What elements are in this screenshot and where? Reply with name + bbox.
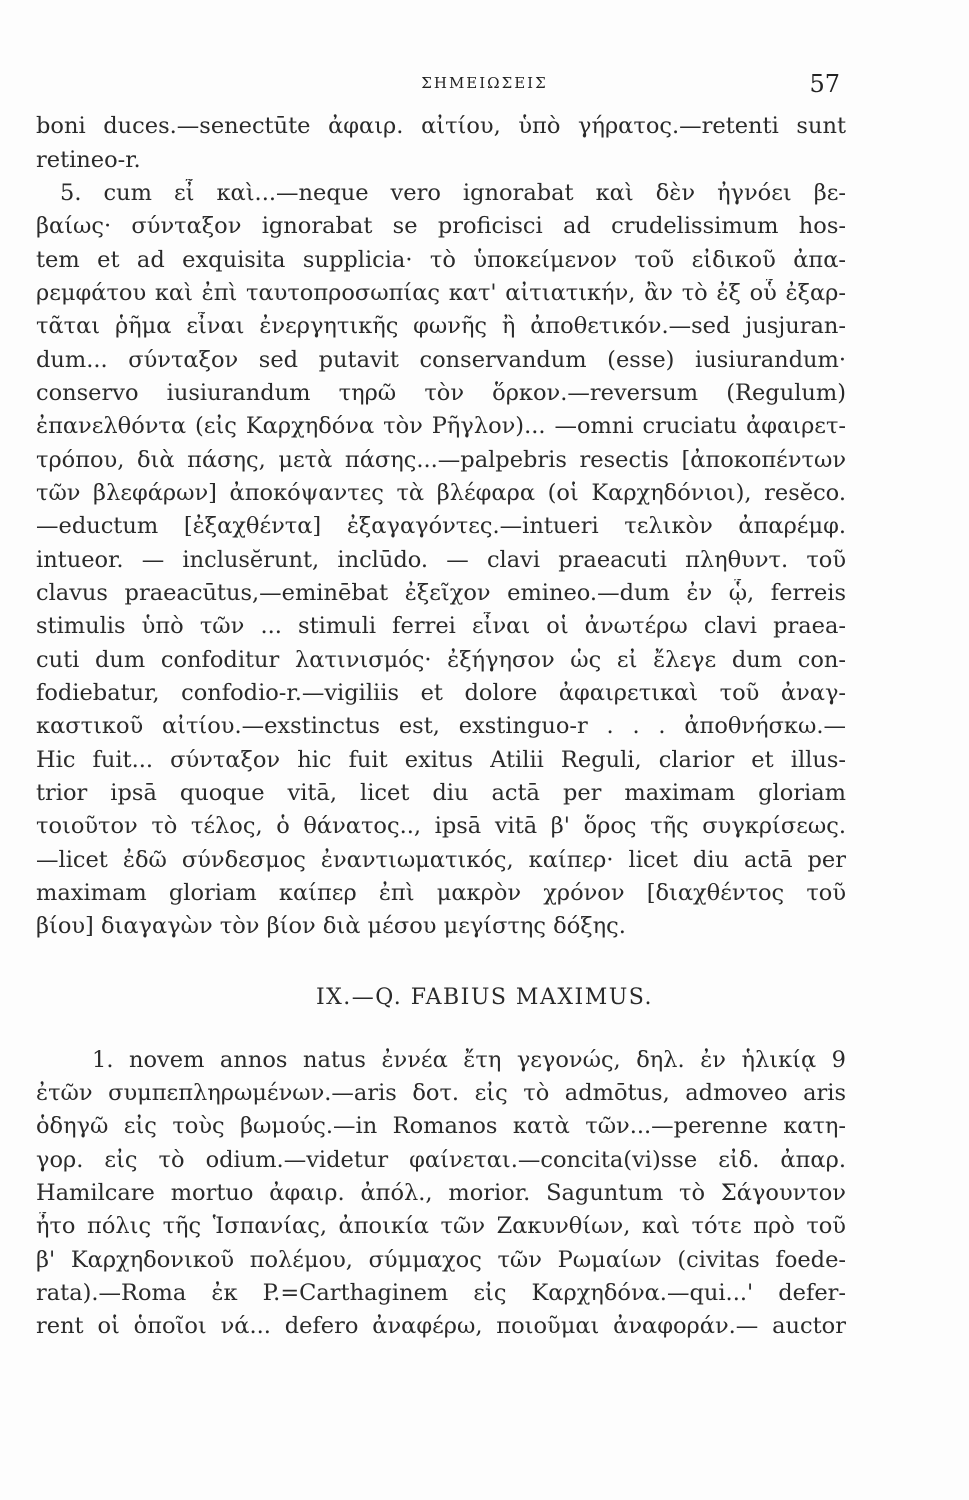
text-line: boni duces.—senectūte ἀφαιρ. αἰτίου, ὑπὸ γήρατος.—retenti sunt bbox=[36, 113, 846, 139]
text-line: rent οἱ ὁποῖοι νά... defero ἀναφέρω, ποιοῦμαι ἀναφοράν.— auctor bbox=[36, 1313, 846, 1339]
text-line: dum... σύνταξον sed putavit conservandum (esse) iusiurandum· bbox=[36, 347, 846, 373]
text-line: ὁδηγῶ εἰς τοὺς βωμούς.—in Romanos κατὰ τῶν...—perenne κατη- bbox=[36, 1113, 846, 1139]
text-line: γορ. εἰς τὸ odium.—videtur φαίνεται.—concita(vi)sse εἰδ. ἀπαρ. bbox=[36, 1147, 846, 1173]
text-line: βίου] διαγαγὼν τὸν βίον διὰ μέσου μεγίστης δόξης. bbox=[36, 913, 626, 939]
text-line: cuti dum confoditur λατινισμός· ἐξήγησον ὡς εἰ ἔλεγε dum con- bbox=[36, 647, 846, 673]
text-line: ἦτο πόλις τῆς Ἱσπανίας, ἀποικία τῶν Ζακυνθίων, καὶ τότε πρὸ τοῦ bbox=[36, 1213, 846, 1239]
text-line: β' Καρχηδονικοῦ πολέμου, σύμμαχος τῶν Ρωμαίων (civitas foede- bbox=[36, 1247, 846, 1273]
text-line: ρεμφάτου καὶ ἐπὶ ταυτοπροσωπίας κατ' αἰτιατικήν, ἂν τὸ ἐξ οὗ ἐξαρ- bbox=[36, 280, 846, 306]
text-line: —eductum [ἐξαχθέντα] ἐξαγαγόντες.—intueri τελικὸν ἀπαρέμφ. bbox=[36, 513, 846, 539]
text-line: βαίως· σύνταξον ignorabat se proficisci ad crudelissimum hos- bbox=[36, 213, 846, 239]
text-line: trior ipsā quoque vitā, licet diu actā per maximam gloriam bbox=[36, 780, 846, 806]
text-line: ἐπανελθόντα (εἰς Καρχηδόνα τὸν Ρῆγλον)... —omni cruciatu ἀφαιρετ- bbox=[36, 413, 846, 439]
text-line: τᾶται ῥῆμα εἶναι ἐνεργητικῆς φωνῆς ἢ ἀποθετικόν.—sed jusjuran- bbox=[36, 313, 846, 339]
text-line: —licet ἐδῶ σύνδεσμος ἐναντιωματικός, καίπερ· licet diu actā per bbox=[36, 847, 846, 873]
text-line: 1. novem annos natus ἐννέα ἔτη γεγονώς, δηλ. ἐν ἡλικίᾳ 9 bbox=[92, 1047, 846, 1073]
text-line: stimulis ὑπὸ τῶν ... stimuli ferrei εἶναι οἱ ἀνωτέρω clavi praea- bbox=[36, 613, 846, 639]
text-line: intueor. — inclusĕrunt, inclūdo. — clavi praeacuti πληθυντ. τοῦ bbox=[36, 547, 846, 573]
text-line: τρόπου, διὰ πάσης, μετὰ πάσης...—palpebris resectis [ἀποκοπέντων bbox=[36, 447, 846, 473]
text-line: ἐτῶν συμπεπληρωμένων.—aris δοτ. εἰς τὸ admōtus, admoveo aris bbox=[36, 1080, 846, 1106]
page-number: 57 bbox=[809, 70, 840, 98]
text-line: maximam gloriam καίπερ ἐπὶ μακρὸν χρόνον [διαχθέντος τοῦ bbox=[36, 880, 846, 906]
text-line: Hic fuit... σύνταξον hic fuit exitus Atilii Reguli, clarior et illus- bbox=[36, 747, 846, 773]
text-line: καστικοῦ αἰτίου.—exstinctus est, exstinguo-r . . . ἀποθνήσκω.— bbox=[36, 713, 846, 739]
section-heading: IX.—Q. FABIUS MAXIMUS. bbox=[315, 985, 654, 1010]
text-line: tem et ad exquisita supplicia· τὸ ὑποκείμενον τοῦ εἰδικοῦ ἀπα- bbox=[36, 247, 846, 273]
text-line: τῶν βλεφάρων] ἀποκόψαντες τὰ βλέφαρα (οἱ Καρχηδόνιοι), resĕco. bbox=[36, 480, 846, 506]
text-line: τοιοῦτον τὸ τέλος, ὁ θάνατος.., ipsā vitā β' ὅρος τῆς συγκρίσεως. bbox=[36, 813, 846, 839]
text-line: fodiebatur, confodio-r.—vigiliis et dolore ἀφαιρετικαὶ τοῦ ἀναγ- bbox=[36, 680, 846, 706]
text-line: rata).—Roma ἐκ P.=Carthaginem εἰς Καρχηδόνα.—qui...' defer- bbox=[36, 1280, 846, 1306]
text-line: Hamilcare mortuo ἀφαιρ. ἀπόλ., morior. Saguntum τὸ Σάγουντον bbox=[36, 1180, 846, 1206]
text-line: 5. cum εἶ καὶ...—neque vero ignorabat καὶ δὲν ἠγνόει βε- bbox=[60, 180, 846, 206]
text-line: conservo iusiurandum τηρῶ τὸν ὅρκον.—reversum (Regulum) bbox=[36, 380, 846, 406]
running-header: ΣΗΜΕΙΩΣΕΙΣ bbox=[421, 74, 548, 92]
text-line: retineo-r. bbox=[36, 147, 141, 173]
text-line: clavus praeacūtus,—eminēbat ἐξεῖχον emineo.—dum ἐν ᾧ, ferreis bbox=[36, 580, 846, 606]
